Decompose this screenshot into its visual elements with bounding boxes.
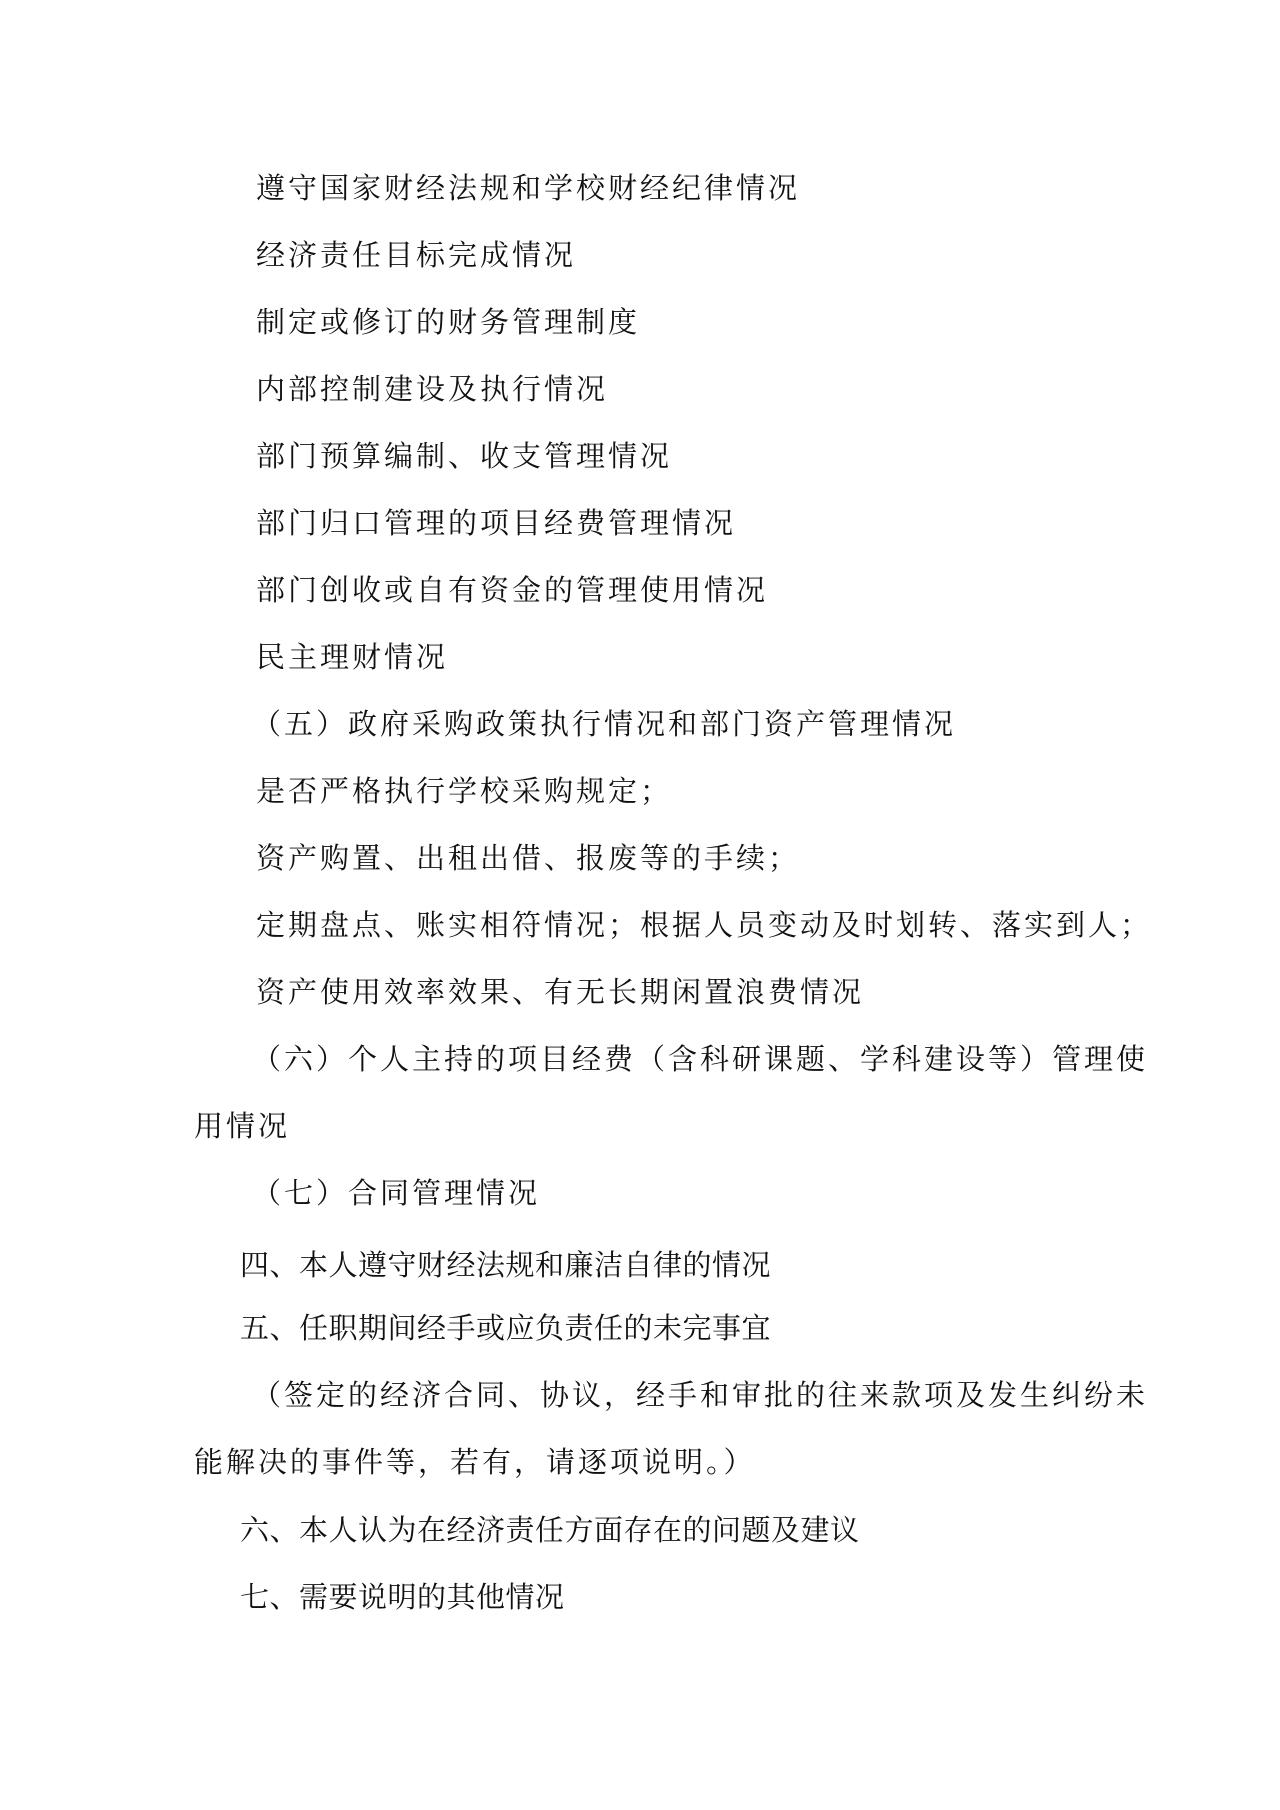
heading-5-note: （签定的经济合同、协议，经手和审批的往来款项及发生纠纷未 [252,1378,1149,1412]
heading-4: 四、本人遵守财经法规和廉洁自律的情况 [240,1248,772,1282]
item-line-3: 制定或修订的财务管理制度 [256,305,641,339]
heading-5: 五、任职期间经手或应负责任的未完事宜 [240,1311,772,1345]
section-6-title: （六）个人主持的项目经费（含科研课题、学科建设等）管理使 [252,1042,1149,1076]
item-line-5: 部门预算编制、收支管理情况 [256,439,673,473]
item-line-8: 民主理财情况 [256,640,449,674]
section-6-title-continued: 用情况 [194,1109,291,1143]
section-5-title: （五）政府采购政策执行情况和部门资产管理情况 [252,707,957,741]
heading-7: 七、需要说明的其他情况 [240,1580,565,1614]
heading-5-note-continued: 能解决的事件等，若有，请逐项说明。） [194,1445,756,1479]
item-line-2: 经济责任目标完成情况 [256,238,577,272]
item-line-7: 部门创收或自有资金的管理使用情况 [256,573,769,607]
section-5-item: 定期盘点、账实相符情况；根据人员变动及时划转、落实到人； [256,908,1153,942]
heading-6: 六、本人认为在经济责任方面存在的问题及建议 [240,1513,860,1547]
section-5-item: 是否严格执行学校采购规定； [256,774,673,808]
item-line-1: 遵守国家财经法规和学校财经纪律情况 [256,171,801,205]
section-5-item: 资产使用效率效果、有无长期闲置浪费情况 [256,975,865,1009]
section-5-item: 资产购置、出租出借、报废等的手续； [256,841,801,875]
item-line-4: 内部控制建设及执行情况 [256,372,609,406]
item-line-6: 部门归口管理的项目经费管理情况 [256,506,737,540]
section-7-title: （七）合同管理情况 [252,1176,541,1210]
